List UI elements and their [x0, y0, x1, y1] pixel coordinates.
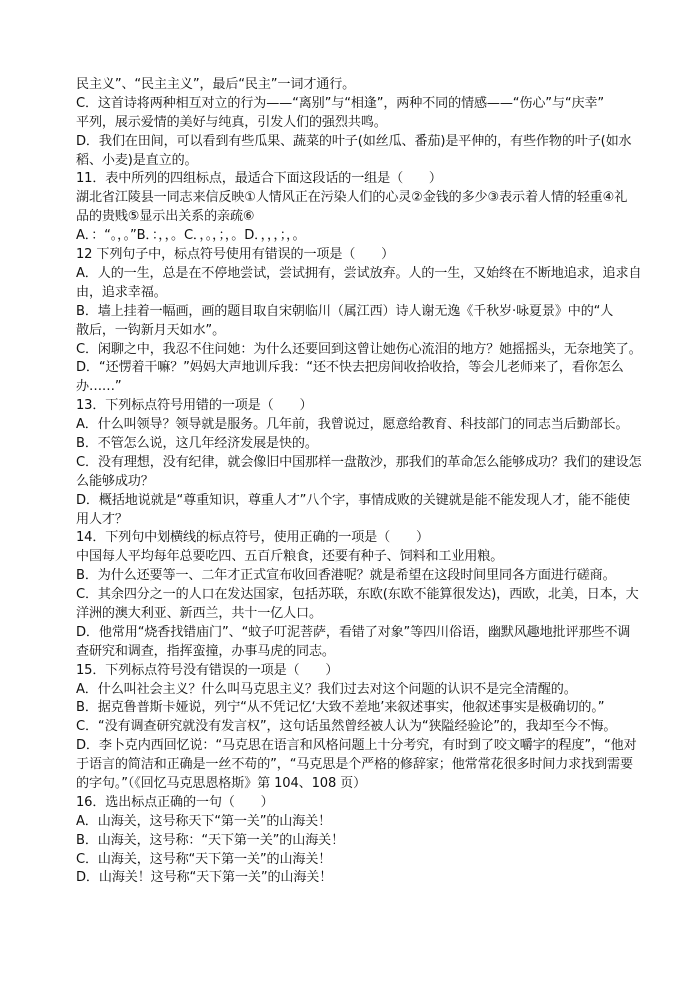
question-11-heading: 11．表中所列的四组标点，最适合下面这段话的一组是（ ）: [76, 171, 442, 187]
option-line: A．：“。，。”B．：，，。C．，。，；，。D．，，，；，。: [76, 228, 306, 244]
option-a-line: A．什么叫社会主义？什么叫马克思主义？我们过去对这个问题的认识不是完全清醒的。: [76, 681, 577, 697]
option-d-line: D．概括地说就是“尊重知识，尊重人才”八个字，事情成败的关键就是能不能发现人才，能不能使: [76, 492, 630, 508]
option-c-line: C．其余四分之一的人口在发达国家，包括苏联，东欧(东欧不能算很发达)，西欧，北美，日本，大: [76, 587, 639, 603]
option-d-line: D．“还愣着干嘛？”妈妈大声地训斥我：“还不快去把房间收拾收拾，等会儿老师来了，看你怎么: [76, 360, 624, 376]
question-14-heading: 14．下列句中划横线的标点符号，使用正确的一项是（ ）: [76, 530, 429, 546]
option-d-line: D．他常用“烧香找错庙门”、“蚊子叮泥菩萨，看错了对象”等四川俗语，幽默风趣地批评那些不调: [76, 624, 631, 640]
text-line: 散后，一钩新月天如水”。: [76, 322, 226, 338]
text-line: 么能够成功？: [76, 473, 154, 489]
option-b-line: B．山海关，这号称：“天下第一关”的山海关！: [76, 832, 345, 848]
option-b-line: B．不管怎么说，这几年经济发展是快的。: [76, 435, 318, 451]
text-line: 中国每人平均每年总要吃四、五百斤粮食，还要有种子、饲料和工业用粮。: [76, 549, 504, 565]
option-c-line: C．“没有调查研究就没有发言权”，这句话虽然曾经被人认为“狭隘经验论”的，我却至今不悔。: [76, 719, 617, 735]
text-line: 湖北省江陵县一同志来信反映①人情风正在污染人们的心灵②金钱的多少③表示着人情的轻重④礼: [76, 190, 628, 206]
question-16-heading: 16．选出标点正确的一句（ ）: [76, 794, 274, 810]
option-c-line: C．闲聊之中，我忍不住问她：为什么还要回到这曾让她伤心流泪的地方？她摇摇头，无奈地笑了。: [76, 341, 642, 357]
text-line: 于语言的简洁和正确是一丝不苟的”，“马克思是个严格的修辞家；他常常花很多时间力求找到需要: [76, 757, 633, 773]
option-d-line: D．我们在田间，可以看到有些瓜果、蔬菜的叶子(如丝瓜、番茄)是平伸的，有些作物的叶子(如水: [76, 133, 632, 149]
option-c-line: C．山海关，这号称“天下第一关”的山海关！: [76, 851, 332, 867]
text-line: 查研究和调查，指挥蛮撞，办事马虎的同志。: [76, 643, 335, 659]
text-line: 洋洲的澳大利亚、新西兰，共十一亿人口。: [76, 605, 322, 621]
question-12-heading: 12 下列句子中，标点符号使用有错误的一项是（ ）: [76, 247, 395, 263]
option-d-line: D．李卜克内西回忆说：“马克思在语言和风格问题上十分考究，有时到了咬文嚼字的程度”，“他对: [76, 738, 637, 754]
option-b-line: B．墙上挂着一幅画，画的题目取自宋朝临川（属江西）诗人谢无逸《千秋岁·咏夏景》中的“人: [76, 303, 614, 319]
text-line: 的字句。”（《回忆马克思恩格斯》第 104、108 页）: [76, 775, 367, 791]
option-a-line: A．人的一生，总是在不停地尝试，尝试拥有，尝试放弃。人的一生，又始终在不断地追求，追求自由，追求幸福。: [76, 265, 642, 300]
option-a-line: A．山海关，这号称天下“第一关”的山海关！: [76, 813, 332, 829]
option-b-line: B．据克鲁普斯卡娅说，列宁“从不凭记忆‘大致不差地’来叙述事实，他叙述事实是极确切的。”: [76, 700, 605, 716]
text-line: 稻、小麦)是直立的。: [76, 152, 198, 168]
text-line: 用人才？: [76, 511, 128, 527]
question-13-heading: 13．下列标点符号用错的一项是（ ）: [76, 398, 313, 414]
text-line: 品的贵贱⑤显示出关系的亲疏⑥: [76, 209, 255, 225]
text-line: 平列，展示爱情的美好与纯真，引发人们的强烈共鸣。: [76, 114, 387, 130]
text-line: 民主义”、“民主主义”，最后“民主”一词才通行。: [76, 77, 356, 92]
question-15-heading: 15．下列标点符号没有错误的一项是（ ）: [76, 662, 339, 678]
option-c-line: C．这首诗将两种相互对立的行为——“离别”与“相逢”，两种不同的情感——“伤心”与“庆幸”: [76, 95, 605, 111]
text-line: 办……”: [76, 379, 122, 395]
option-a-line: A．什么叫领导？领导就是服务。几年前，我曾说过，愿意给教育、科技部门的同志当后勤部长。: [76, 417, 629, 433]
option-d-line: D．山海关！这号称“天下第一关”的山海关！: [76, 870, 333, 886]
option-c-line: C．没有理想，没有纪律，就会像旧中国那样一盘散沙，那我们的革命怎么能够成功？我们的建设怎: [76, 454, 642, 470]
option-b-line: B．为什么还要等一、二年才正式宣布收回香港呢？就是希望在这段时间里同各方面进行磋商。: [76, 568, 616, 584]
